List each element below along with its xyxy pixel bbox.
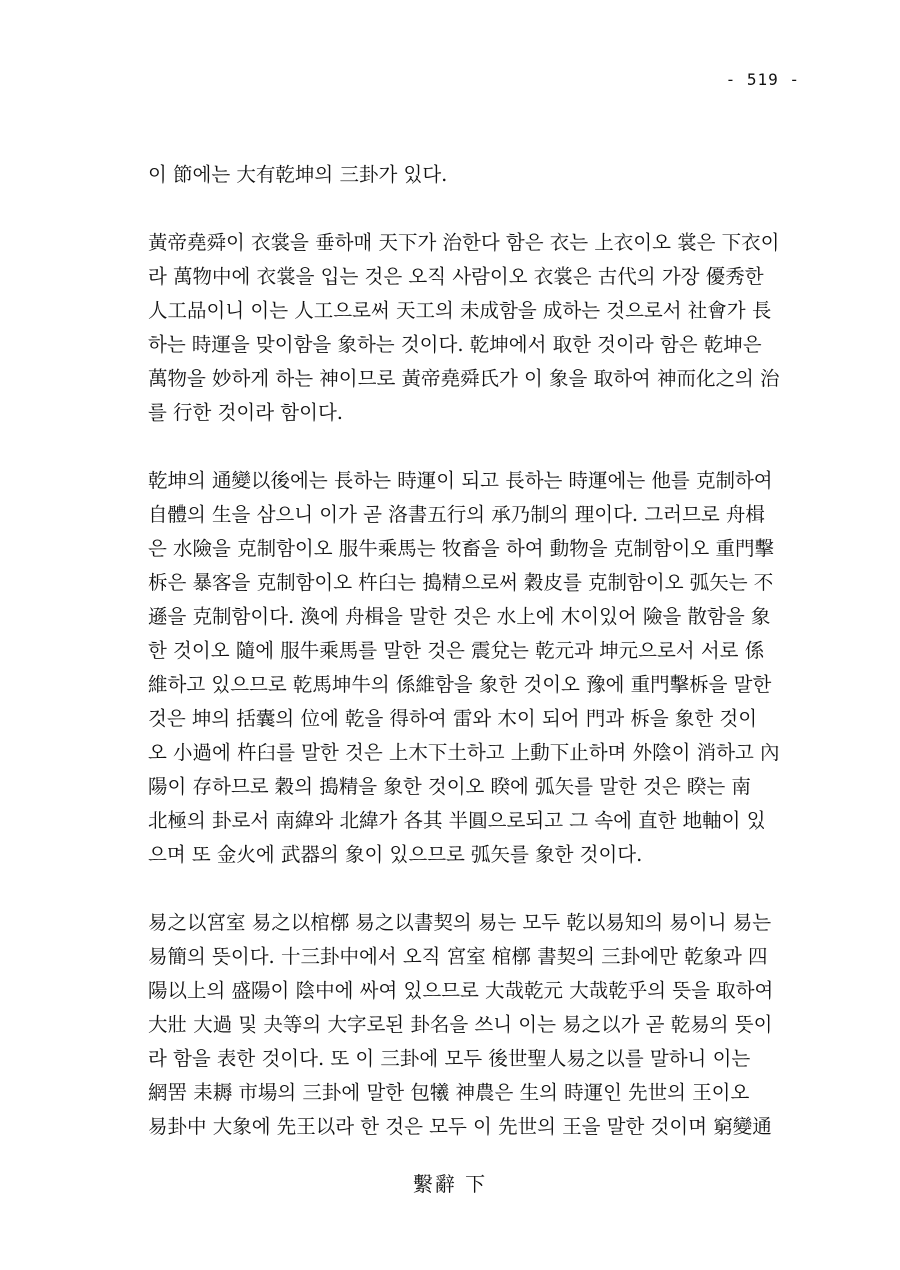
text-line: 黃帝堯舜이 衣裳을 垂하매 天下가 治한다 함은 衣는 上衣이오 裳은 下衣이 <box>148 231 780 254</box>
page-number: - 519 - <box>725 70 800 89</box>
text-line: 오 小過에 杵臼를 말한 것은 上木下土하고 上動下止하며 外陰이 消하고 內 <box>148 741 780 764</box>
text-line: 乾坤의 通變以後에는 長하는 時運이 되고 長하는 時運에는 他를 克制하여 <box>148 469 773 492</box>
paragraph <box>148 158 812 192</box>
text-line: 維하고 있으므로 乾馬坤牛의 係維함을 象한 것이오 豫에 重門擊柝을 말한 <box>148 673 772 696</box>
text-line: 柝은 暴客을 克制함이오 杵臼는 搗精으로써 穀皮를 克制함이오 弧矢는 不 <box>148 571 774 594</box>
text-line: 라 함을 表한 것이다. 또 이 三卦에 모두 後世聖人易之以를 말하니 이는 <box>148 1047 751 1070</box>
text-line: 은 水險을 克制함이오 服牛乘馬는 牧畜을 하여 動物을 克制함이오 重門擊 <box>148 537 774 560</box>
text-line: 網罟 耒耨 市場의 三卦에 말한 包犧 神農은 生의 時運인 先世의 王이오 <box>148 1081 750 1104</box>
text-line: 易卦中 大象에 先王以라 한 것은 모두 이 先世의 王을 말한 것이며 窮變通 <box>148 1115 772 1138</box>
text-line: 萬物을 妙하게 하는 神이므로 黃帝堯舜氏가 이 象을 取하여 神而化之의 治 <box>148 367 780 390</box>
text-line: 自體의 生을 삼으니 이가 곧 洛書五行의 承乃制의 理이다. 그러므로 舟楫 <box>148 503 765 526</box>
text-line: 으며 또 金火에 武器의 象이 있으므로 弧矢를 象한 것이다. <box>148 843 643 866</box>
body-text <box>148 158 812 1178</box>
text-line: 한 것이오 隨에 服牛乘馬를 말한 것은 震兌는 乾元과 坤元으로서 서로 係 <box>148 639 765 662</box>
paragraph <box>148 464 812 872</box>
text-line: 것은 坤의 括囊의 位에 乾을 得하여 雷와 木이 되어 門과 柝을 象한 것이 <box>148 707 758 730</box>
text-line: 이 節에는 大有乾坤의 三卦가 있다. <box>148 163 448 186</box>
text-line: 大壯 大過 및 夬等의 大字로된 卦名을 쓰니 이는 易之以가 곧 乾易의 뜻이 <box>148 1013 773 1036</box>
paragraph <box>148 906 812 1144</box>
text-line: 陽以上의 盛陽이 陰中에 싸여 있으므로 大哉乾元 大哉乾乎의 뜻을 取하여 <box>148 979 774 1002</box>
text-line: 를 行한 것이라 함이다. <box>148 401 343 424</box>
text-line: 人工品이니 이는 人工으로써 天工의 未成함을 成하는 것으로서 社會가 長 <box>148 299 772 322</box>
text-line: 遜을 克制함이다. 渙에 舟楫을 말한 것은 水上에 木이있어 險을 散함을 象 <box>148 605 771 628</box>
paragraph <box>148 226 812 430</box>
text-line: 하는 時運을 맞이함을 象하는 것이다. 乾坤에서 取한 것이라 함은 乾坤은 <box>148 333 762 356</box>
footer-title: 繫辭 下 <box>412 1172 488 1196</box>
text-line: 易簡의 뜻이다. 十三卦中에서 오직 宮室 棺槨 書契의 三卦에만 乾象과 四 <box>148 945 768 968</box>
text-line: 라 萬物中에 衣裳을 입는 것은 오직 사람이오 衣裳은 古代의 가장 優秀한 <box>148 265 764 288</box>
text-line: 陽이 存하므로 穀의 搗精을 象한 것이오 睽에 弧矢를 말한 것은 睽는 南 <box>148 775 751 798</box>
text-line: 易之以宮室 易之以棺槨 易之以書契의 易는 모두 乾以易知의 易이니 易는 <box>148 911 772 934</box>
text-line: 北極의 卦로서 南緯와 北緯가 各其 半圓으로되고 그 속에 直한 地軸이 있 <box>148 809 766 832</box>
